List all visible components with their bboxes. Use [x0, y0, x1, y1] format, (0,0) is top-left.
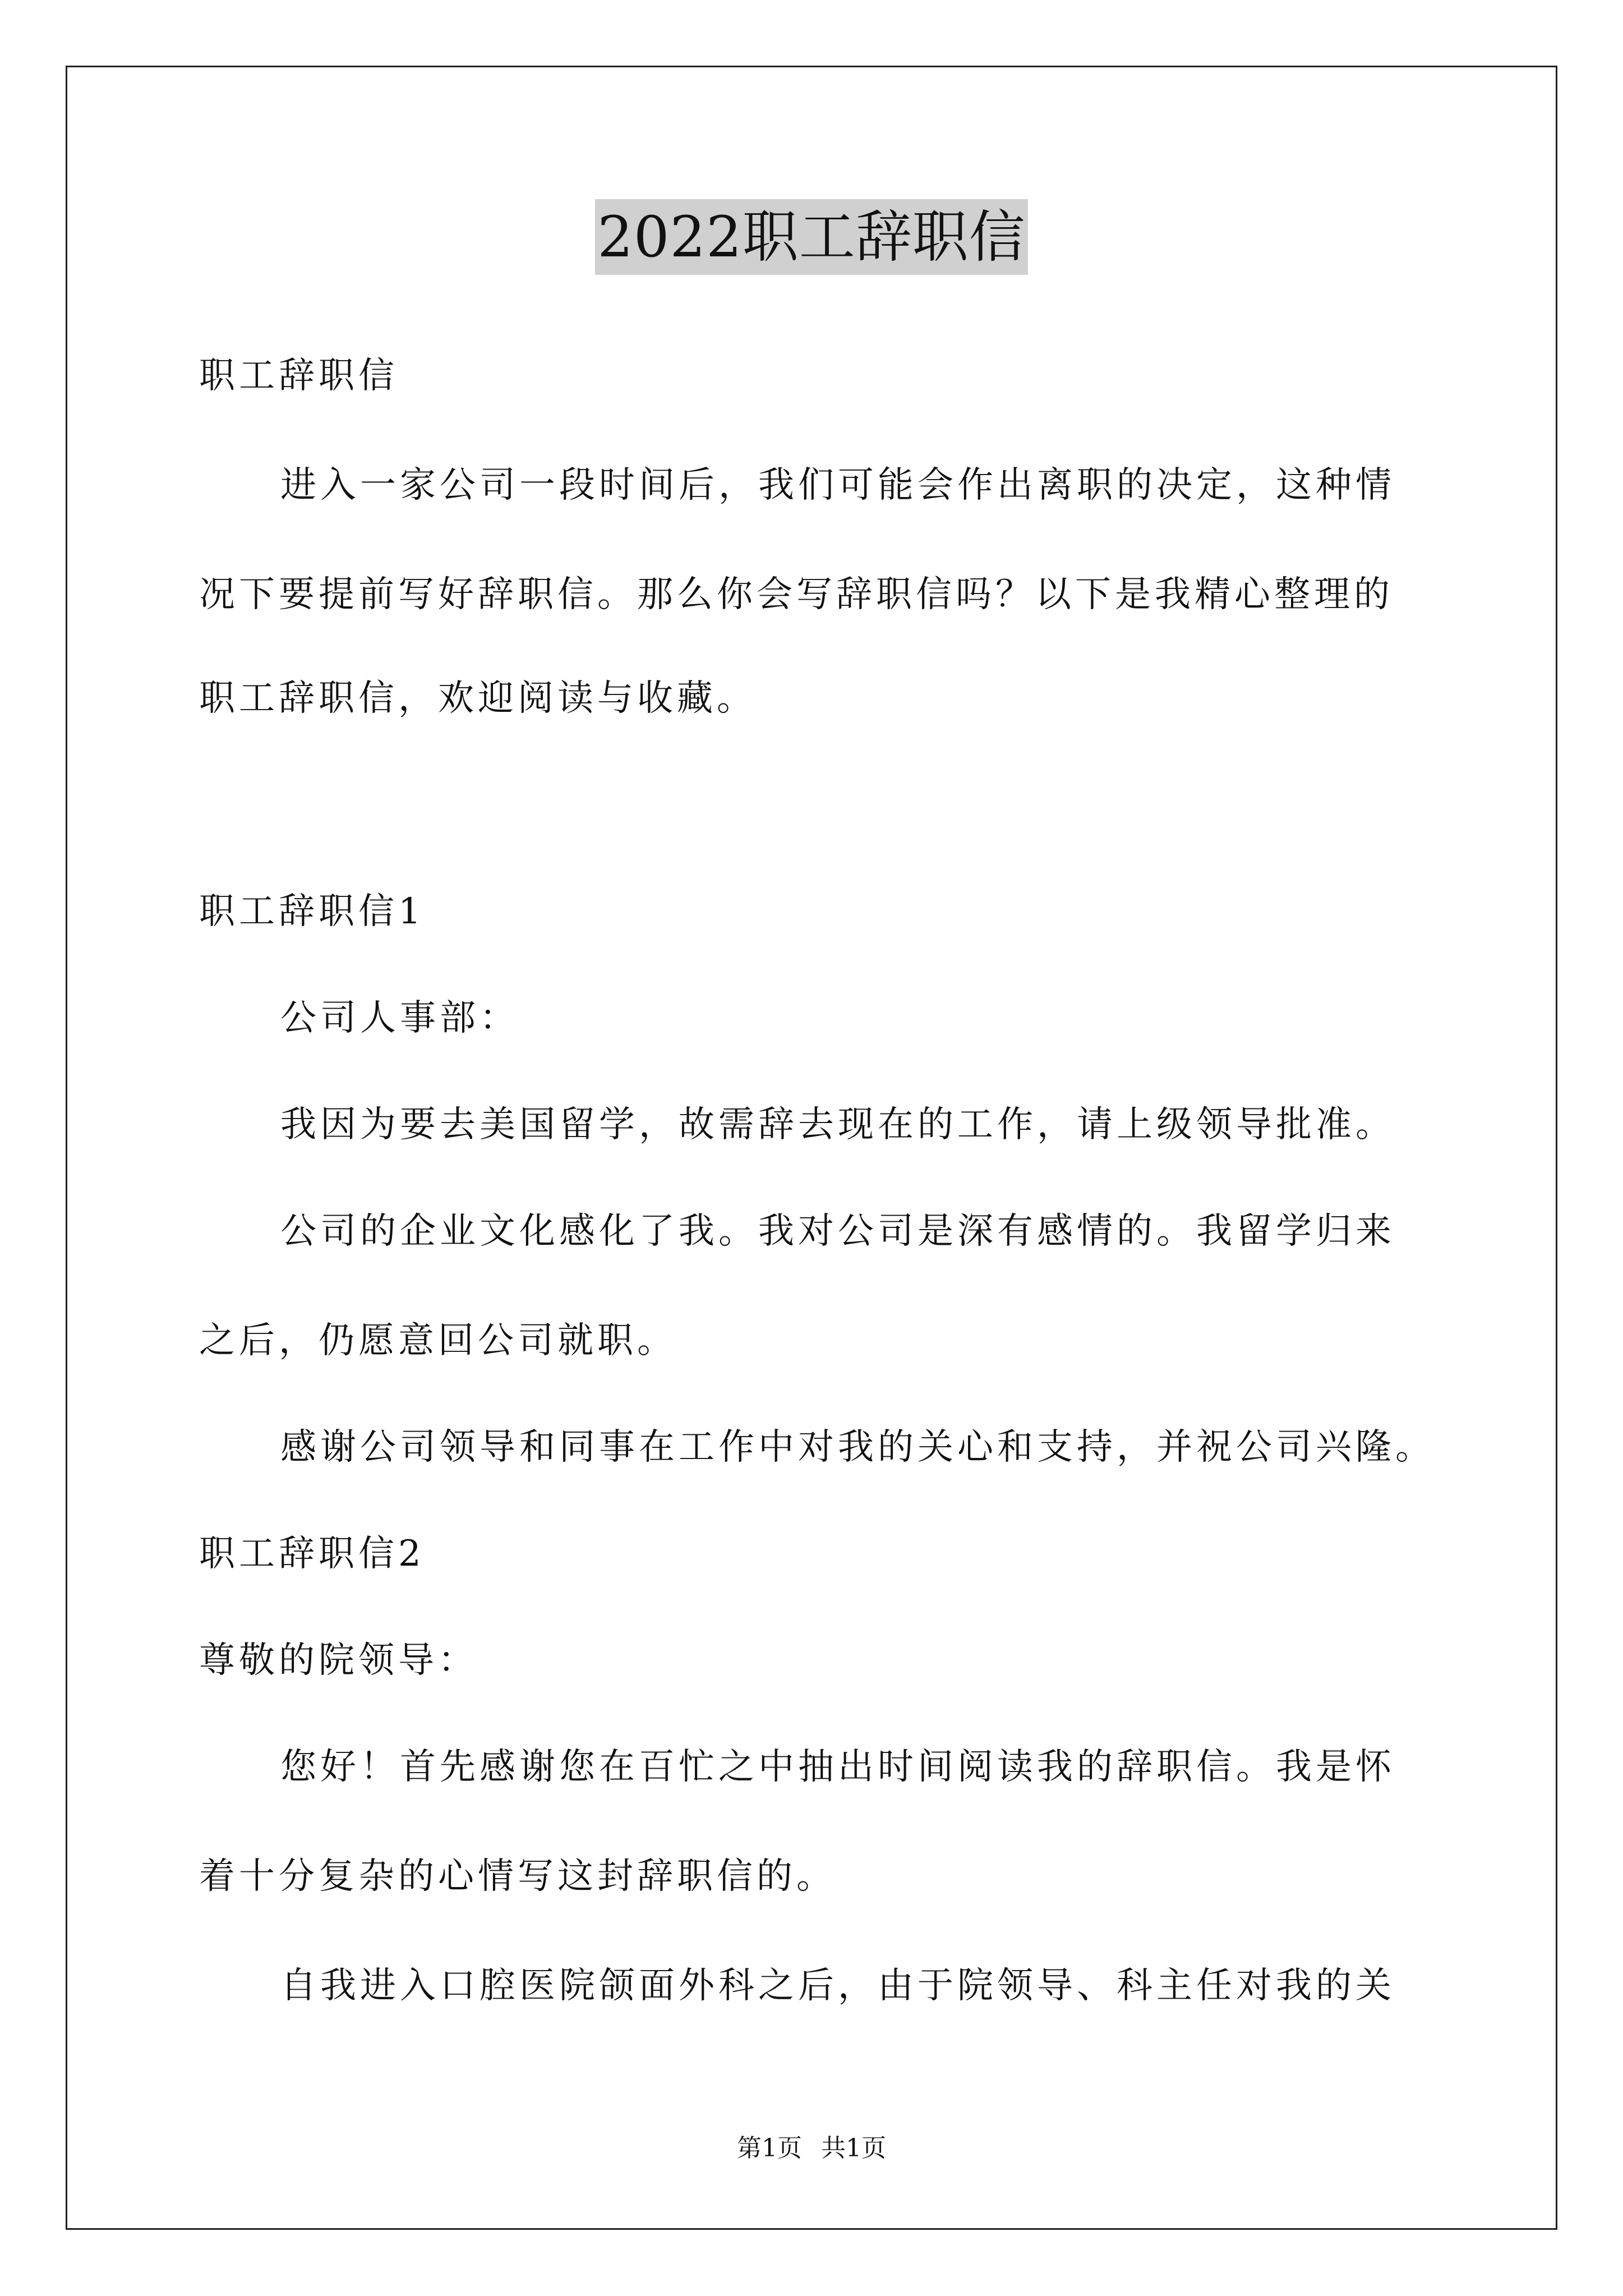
paragraph-line: 您好！首先感谢您在百忙之中抽出时间阅读我的辞职信。我是怀	[280, 1746, 1395, 1788]
paragraph-line: 感谢公司领导和同事在工作中对我的关心和支持，并祝公司兴隆。	[280, 1427, 1435, 1468]
paragraph-line: 进入一家公司一段时间后，我们可能会作出离职的决定，这种情	[280, 464, 1395, 506]
paragraph-line: 公司人事部：	[280, 997, 519, 1039]
section-heading: 职工辞职信1	[199, 891, 425, 932]
section-heading: 职工辞职信	[199, 355, 398, 397]
section-heading: 职工辞职信2	[199, 1533, 425, 1575]
paragraph-line: 尊敬的院领导：	[199, 1640, 478, 1681]
paragraph-line: 我因为要去美国留学，故需辞去现在的工作，请上级领导批准。	[280, 1104, 1395, 1145]
paragraph-line: 公司的企业文化感化了我。我对公司是深有感情的。我留学归来	[280, 1211, 1395, 1252]
page-total: 共1页	[821, 2134, 886, 2162]
paragraph-line: 职工辞职信，欢迎阅读与收藏。	[199, 678, 757, 719]
paragraph-line: 自我进入口腔医院颌面外科之后，由于院领导、科主任对我的关	[280, 1965, 1395, 2007]
page-number: 第1页	[737, 2134, 802, 2162]
paragraph-line: 之后，仍愿意回公司就职。	[199, 1320, 677, 1361]
page-footer	[0, 2132, 1623, 2165]
document-title: 2022职工辞职信	[595, 199, 1028, 275]
paragraph-line: 况下要提前写好辞职信。那么你会写辞职信吗？以下是我精心整理的	[199, 574, 1394, 615]
title-container	[0, 199, 1623, 275]
paragraph-line: 着十分复杂的心情写这封辞职信的。	[199, 1856, 836, 1897]
